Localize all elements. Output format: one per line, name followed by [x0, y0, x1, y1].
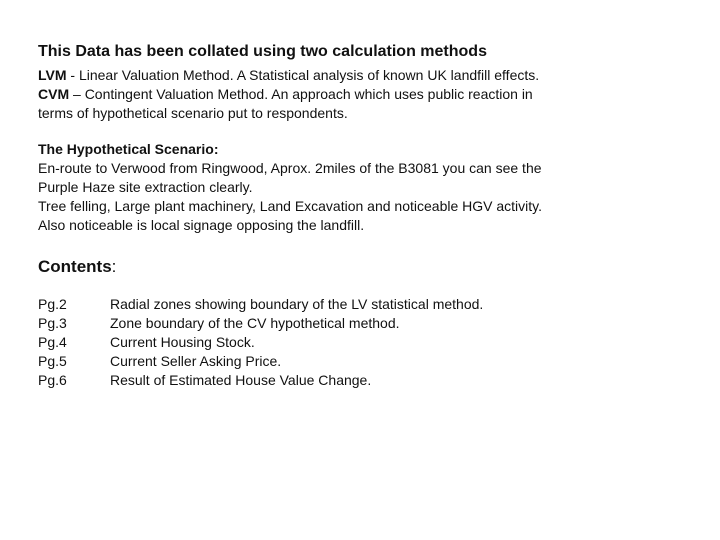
contents-description: Current Housing Stock. [110, 334, 255, 350]
scenario-line: Also noticeable is local signage opposing the landfill. [38, 217, 365, 233]
method-text-lvm: - Linear Valuation Method. A Statistical analysis of known UK landfill effects. [66, 67, 540, 83]
contents-title: Contents [38, 257, 112, 276]
contents-page-number: Pg.6 [38, 372, 67, 388]
contents-item [38, 352, 678, 371]
contents-list [38, 295, 678, 390]
contents-page-number: Pg.5 [38, 353, 67, 369]
method-abbr-lvm: LVM [38, 67, 67, 83]
contents-item [38, 333, 678, 352]
contents-description: Result of Estimated House Value Change. [110, 372, 372, 388]
method-continuation: terms of hypothetical scenario put to respondents. [38, 105, 348, 121]
contents-page-number: Pg.4 [38, 334, 67, 350]
contents-description: Radial zones showing boundary of the LV statistical method. [110, 296, 484, 312]
method-line-cvm [38, 85, 678, 104]
contents-item [38, 371, 678, 390]
contents-page-number: Pg.2 [38, 296, 67, 312]
document-page [38, 42, 678, 390]
methods-section [38, 66, 678, 123]
scenario-line: Tree felling, Large plant machinery, Land Excavation and noticeable HGV activity. [38, 198, 543, 214]
scenario-section [38, 140, 678, 235]
contents-description: Zone boundary of the CV hypothetical method. [110, 315, 400, 331]
contents-heading [38, 256, 678, 278]
method-line-lvm [38, 66, 678, 85]
contents-page-number: Pg.3 [38, 315, 67, 331]
contents-description: Current Seller Asking Price. [110, 353, 282, 369]
contents-item [38, 295, 678, 314]
method-text-cvm: – Contingent Valuation Method. An approach which uses public reaction in [69, 86, 533, 102]
contents-colon: : [111, 257, 117, 276]
scenario-line: Purple Haze site extraction clearly. [38, 179, 253, 195]
page-heading: This Data has been collated using two calculation methods [38, 43, 487, 60]
method-abbr-cvm: CVM [38, 86, 70, 102]
contents-item [38, 314, 678, 333]
scenario-line: En-route to Verwood from Ringwood, Aprox. 2miles of the B3081 you can see the [38, 160, 542, 176]
scenario-title: The Hypothetical Scenario: [38, 141, 219, 157]
